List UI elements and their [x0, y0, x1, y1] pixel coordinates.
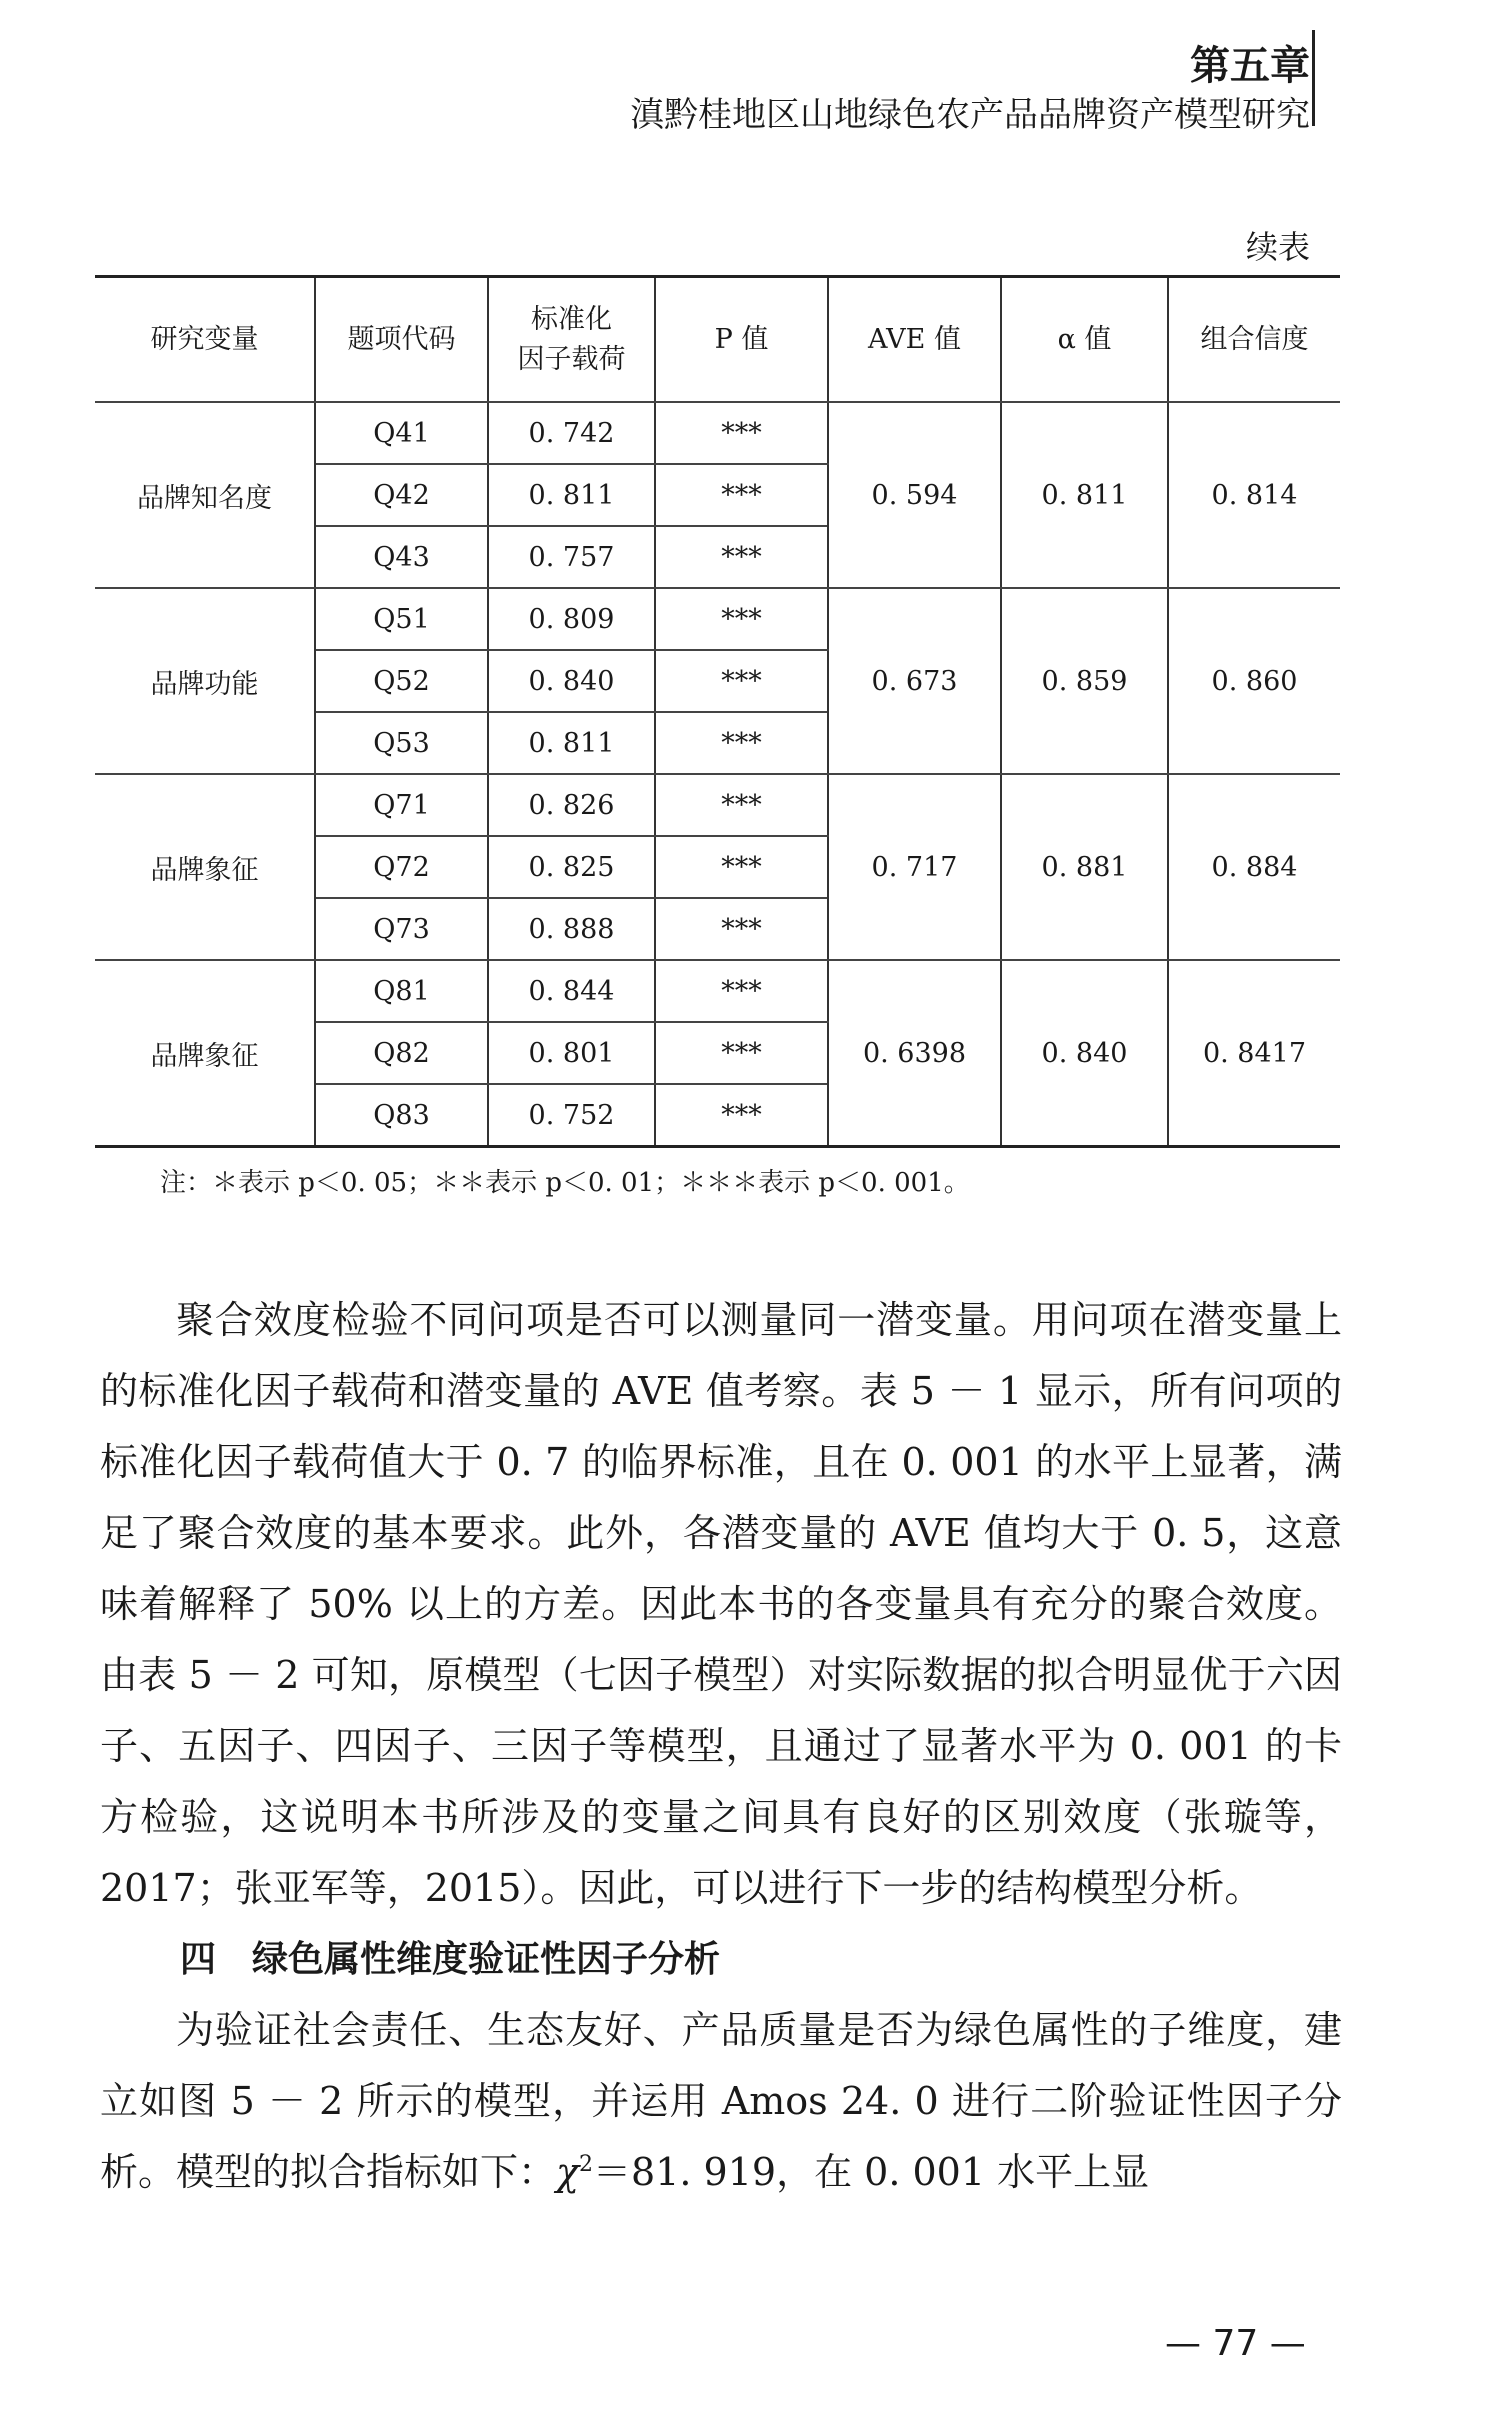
p-value-cell: *** [655, 464, 828, 526]
body-text [100, 1285, 1342, 2208]
ave-cell: 0. 673 [828, 588, 1001, 774]
page-number: — 77 — [1165, 2323, 1306, 2364]
composite-reliability-cell: 0. 860 [1168, 588, 1340, 774]
item-code-cell: Q42 [315, 464, 488, 526]
loading-cell: 0. 811 [488, 464, 655, 526]
composite-reliability-cell: 0. 8417 [1168, 960, 1340, 1147]
p-value-cell: *** [655, 774, 828, 836]
p-value-cell: *** [655, 898, 828, 960]
continued-table-label: 续表 [1245, 228, 1310, 266]
item-code-cell: Q52 [315, 650, 488, 712]
loading-cell: 0. 752 [488, 1084, 655, 1147]
header-alpha: α 值 [1001, 277, 1168, 403]
table-note: 注：＊表示 p＜0. 05；＊＊表示 p＜0. 01；＊＊＊表示 p＜0. 001。 [160, 1168, 970, 1198]
item-code-cell: Q51 [315, 588, 488, 650]
table-header-row [95, 277, 1340, 403]
paragraph-cfa-text-end: ＝81. 919，在 0. 001 水平上显 [593, 2150, 1150, 2194]
p-value-cell: *** [655, 650, 828, 712]
reliability-table [95, 275, 1340, 1148]
p-value-cell: *** [655, 836, 828, 898]
loading-cell: 0. 809 [488, 588, 655, 650]
loading-cell: 0. 826 [488, 774, 655, 836]
item-code-cell: Q41 [315, 402, 488, 464]
composite-reliability-cell: 0. 814 [1168, 402, 1340, 588]
item-code-cell: Q71 [315, 774, 488, 836]
item-code-cell: Q73 [315, 898, 488, 960]
item-code-cell: Q81 [315, 960, 488, 1022]
chi-superscript: 2 [579, 2152, 594, 2177]
table-row [95, 960, 1340, 1022]
p-value-cell: *** [655, 1084, 828, 1147]
paragraph-convergent-validity: 聚合效度检验不同问项是否可以测量同一潜变量。用问项在潜变量上的标准化因子载荷和潜变量的 AVE 值考察。表 5 － 1 显示，所有问项的标准化因子载荷值大于 0. 7 的临界标准，且在 0. 001 的水平上显著，满足了聚合效度的基本要求。此外，各潜变量的 AVE 值均大于 0. 5，这意味着解释了 50% 以上的方差。因此本书的各变量具有充分的聚合效度。由表 5 － 2 可知，原模型（七因子模型）对实际数据的拟合明显优于六因子、五因子、四因子、三因子等模型，且通过了显著水平为 0. 001 的卡方检验，这说明本书所涉及的变量之间具有良好的区别效度（张璇等，2017；张亚军等，2015）。因此，可以进行下一步的结构模型分析。 [100, 1298, 1342, 1910]
section-heading: 四 绿色属性维度验证性因子分析 [180, 1939, 721, 1980]
loading-cell: 0. 811 [488, 712, 655, 774]
table-row [95, 402, 1340, 464]
loading-cell: 0. 825 [488, 836, 655, 898]
header-rule [1312, 30, 1315, 126]
p-value-cell: *** [655, 1022, 828, 1084]
alpha-cell: 0. 859 [1001, 588, 1168, 774]
header-loading [488, 277, 655, 403]
chapter-title: 第五章 [1190, 42, 1310, 89]
loading-cell: 0. 888 [488, 898, 655, 960]
header-ave: AVE 值 [828, 277, 1001, 403]
table-row [95, 588, 1340, 650]
chi-symbol: χ [556, 2150, 580, 2194]
p-value-cell: *** [655, 526, 828, 588]
ave-cell: 0. 717 [828, 774, 1001, 960]
variable-cell: 品牌功能 [95, 588, 315, 774]
variable-cell: 品牌知名度 [95, 402, 315, 588]
paragraph-cfa-text: 为验证社会责任、生态友好、产品质量是否为绿色属性的子维度，建立如图 5 － 2 所示的模型，并运用 Amos 24. 0 进行二阶验证性因子分析。模型的拟合指标如下： [100, 2008, 1342, 2194]
header-loading-line2: 因子载荷 [517, 343, 626, 375]
item-code-cell: Q82 [315, 1022, 488, 1084]
item-code-cell: Q83 [315, 1084, 488, 1147]
loading-cell: 0. 742 [488, 402, 655, 464]
paragraph-cfa [100, 1995, 1342, 2208]
variable-cell: 品牌象征 [95, 960, 315, 1147]
loading-cell: 0. 844 [488, 960, 655, 1022]
item-code-cell: Q53 [315, 712, 488, 774]
alpha-cell: 0. 840 [1001, 960, 1168, 1147]
alpha-cell: 0. 881 [1001, 774, 1168, 960]
table-row [95, 774, 1340, 836]
running-header [630, 40, 1310, 138]
ave-cell: 0. 594 [828, 402, 1001, 588]
p-value-cell: *** [655, 712, 828, 774]
header-loading-line1: 标准化 [531, 303, 612, 335]
header-composite-reliability: 组合信度 [1168, 277, 1340, 403]
item-code-cell: Q43 [315, 526, 488, 588]
p-value-cell: *** [655, 960, 828, 1022]
p-value-cell: *** [655, 402, 828, 464]
alpha-cell: 0. 811 [1001, 402, 1168, 588]
header-item-code: 题项代码 [315, 277, 488, 403]
composite-reliability-cell: 0. 884 [1168, 774, 1340, 960]
p-value-cell: *** [655, 588, 828, 650]
header-variable: 研究变量 [95, 277, 315, 403]
loading-cell: 0. 840 [488, 650, 655, 712]
item-code-cell: Q72 [315, 836, 488, 898]
variable-cell: 品牌象征 [95, 774, 315, 960]
loading-cell: 0. 801 [488, 1022, 655, 1084]
loading-cell: 0. 757 [488, 526, 655, 588]
header-p-value: P 值 [655, 277, 828, 403]
chapter-subtitle: 滇黔桂地区山地绿色农产品品牌资产模型研究 [630, 95, 1310, 135]
ave-cell: 0. 6398 [828, 960, 1001, 1147]
